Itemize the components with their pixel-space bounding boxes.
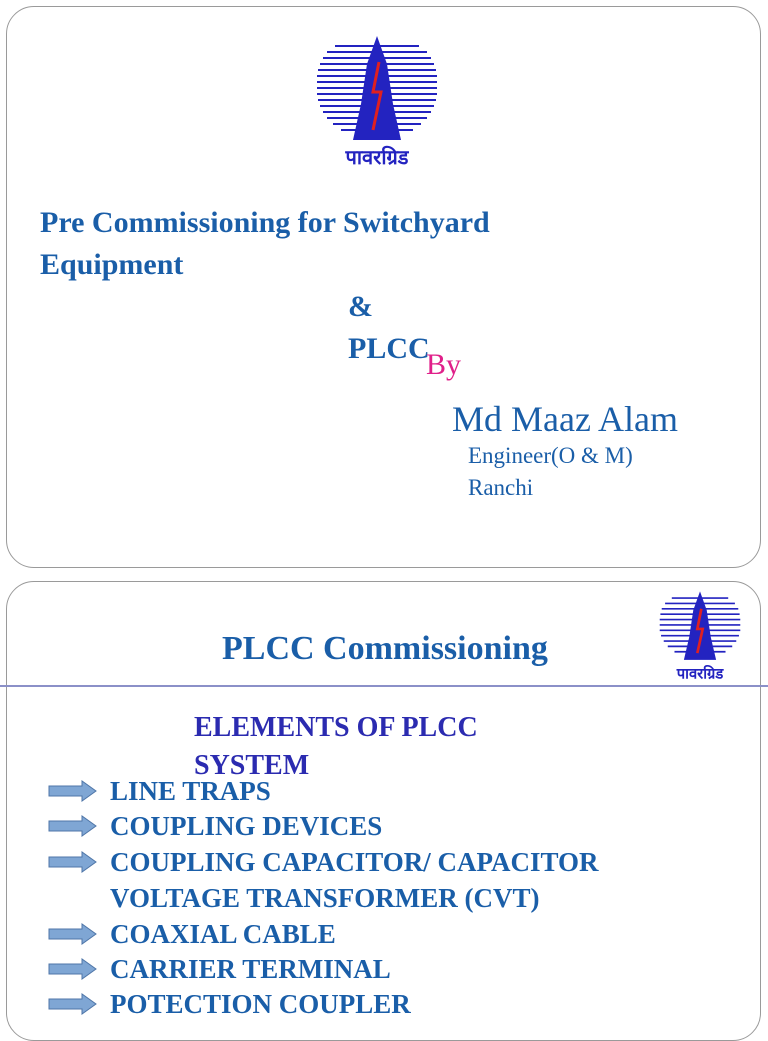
plcc-label: PLCC bbox=[348, 332, 430, 365]
powergrid-logo-icon bbox=[315, 34, 439, 174]
title-line-1: Pre Commissioning for Switchyard bbox=[40, 206, 490, 239]
logo-text: पावरग्रिड bbox=[345, 145, 409, 169]
list-item: COUPLING DEVICES bbox=[110, 811, 383, 841]
arrow-right-icon bbox=[48, 815, 98, 837]
arrow-right-icon bbox=[48, 851, 98, 873]
presenter-name: Md Maaz Alam bbox=[452, 399, 678, 439]
logo-text: पावरग्रिड bbox=[676, 665, 724, 683]
section-heading-line-1: ELEMENTS OF PLCC bbox=[194, 712, 478, 743]
list-item: POTECTION COUPLER bbox=[110, 989, 411, 1019]
list-item: LINE TRAPS bbox=[110, 776, 271, 806]
by-label: By bbox=[426, 348, 462, 381]
arrow-right-icon bbox=[48, 780, 98, 802]
list-item: COAXIAL CABLE bbox=[110, 919, 336, 949]
powergrid-logo-icon bbox=[658, 590, 742, 684]
arrow-right-icon bbox=[48, 923, 98, 945]
slide-2-title: PLCC Commissioning bbox=[222, 630, 548, 667]
presenter-location: Ranchi bbox=[468, 475, 534, 500]
ampersand: & bbox=[348, 290, 373, 323]
presenter-designation: Engineer(O & M) bbox=[468, 443, 633, 468]
arrow-right-icon bbox=[48, 993, 98, 1015]
list-item: CARRIER TERMINAL bbox=[110, 954, 391, 984]
arrow-right-icon bbox=[48, 958, 98, 980]
list-item: COUPLING CAPACITOR/ CAPACITOR bbox=[110, 847, 599, 877]
section-heading-line-2: SYSTEM bbox=[194, 750, 310, 781]
list-item: VOLTAGE TRANSFORMER (CVT) bbox=[110, 883, 540, 913]
title-line-2: Equipment bbox=[40, 248, 184, 281]
title-separator bbox=[0, 685, 768, 687]
